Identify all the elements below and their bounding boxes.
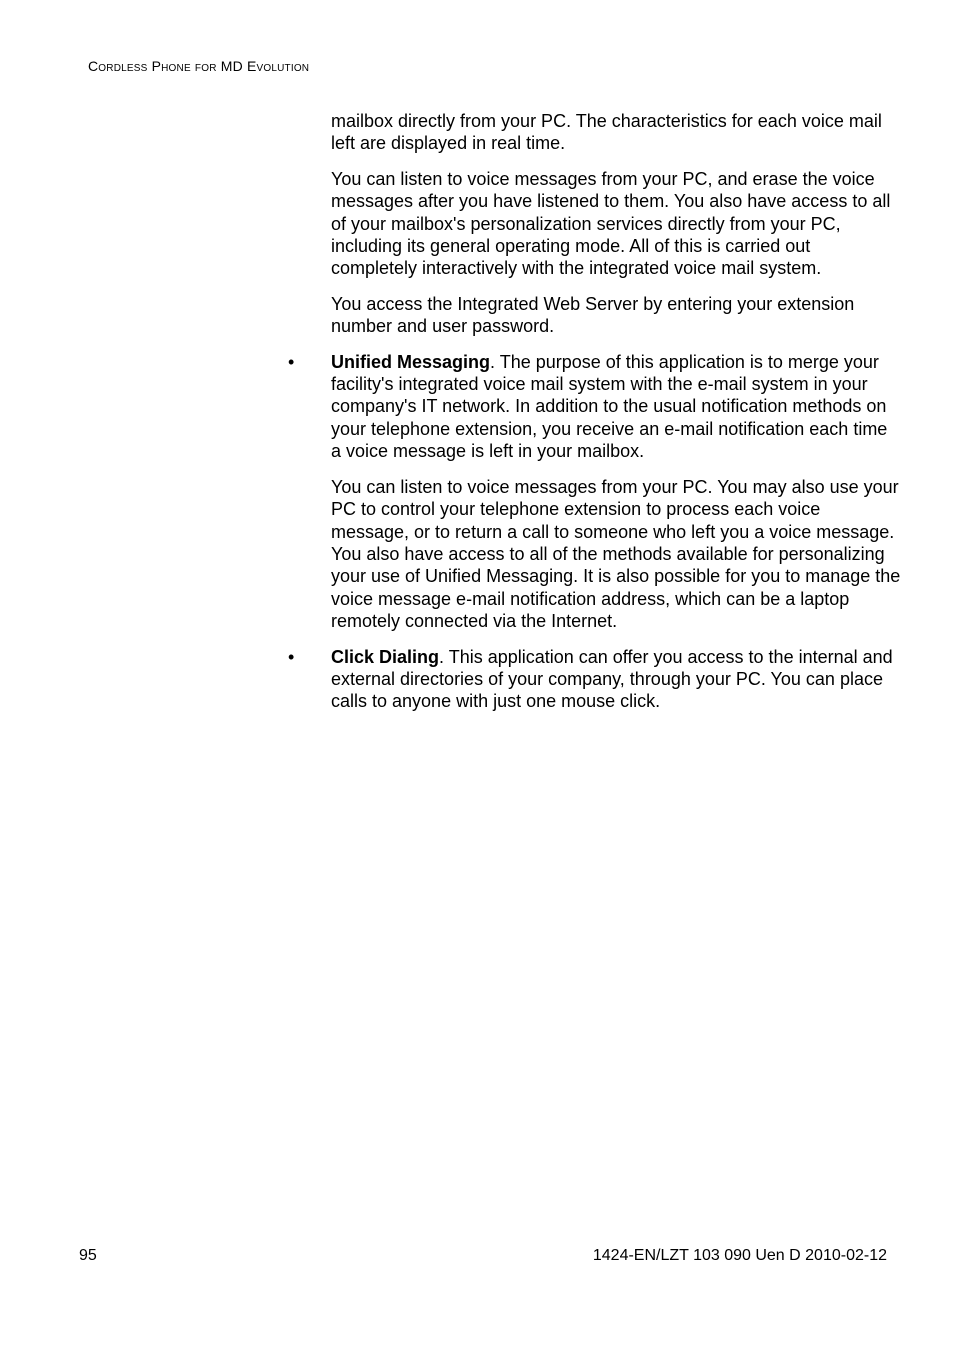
bullet-term: Unified Messaging — [331, 351, 491, 372]
page-number: 95 — [79, 1247, 97, 1264]
paragraph: You can listen to voice messages from your PC, and erase the voice messages after you have listened to them. You also have access to all of your mailbox's personalization services directly from your PC, including its general operating mode. All of this is carried out completely interactively with the integrated voice mail system. — [331, 168, 891, 279]
document-id: 1424-EN/LZT 103 090 Uen D 2010-02-12 — [592, 1247, 887, 1264]
paragraph: You can listen to voice messages from your PC. You may also use your PC to control your telephone extension to process each voice message, or to return a call to someone who left you a voice message. You also have access to all of the methods available for personalizing your use of Unified Messaging. It is also possible for you to manage the voice message e-mail notification address, which can be a laptop remotely connected via the Internet. — [331, 476, 901, 632]
paragraph: mailbox directly from your PC. The characteristics for each voice mail left are displayed in real time. — [331, 111, 882, 154]
bullet-item-click-dialing — [288, 646, 901, 713]
bullet-text: . The purpose of this application is to merge your facility's integrated voice mail system with the e-mail system in your company's IT network. In addition to the usual notification methods on your telephone extension, you receive an e-mail notification each time a voice message is left in your mailbox. — [331, 351, 888, 462]
paragraph: You access the Integrated Web Server by entering your extension number and user password. — [331, 293, 855, 337]
bullet-icon: • — [288, 351, 295, 372]
running-header: Cordless Phone for MD Evolution — [88, 58, 310, 74]
bullet-item-unified-messaging — [288, 351, 901, 463]
bullet-icon: • — [288, 646, 295, 667]
bullet-text: . This application can offer you access to the internal and external directories of your company, through your PC. You can place calls to anyone with just one mouse click. — [331, 646, 893, 712]
bullet-term: Click Dialing — [331, 646, 440, 667]
body-content — [288, 110, 901, 726]
